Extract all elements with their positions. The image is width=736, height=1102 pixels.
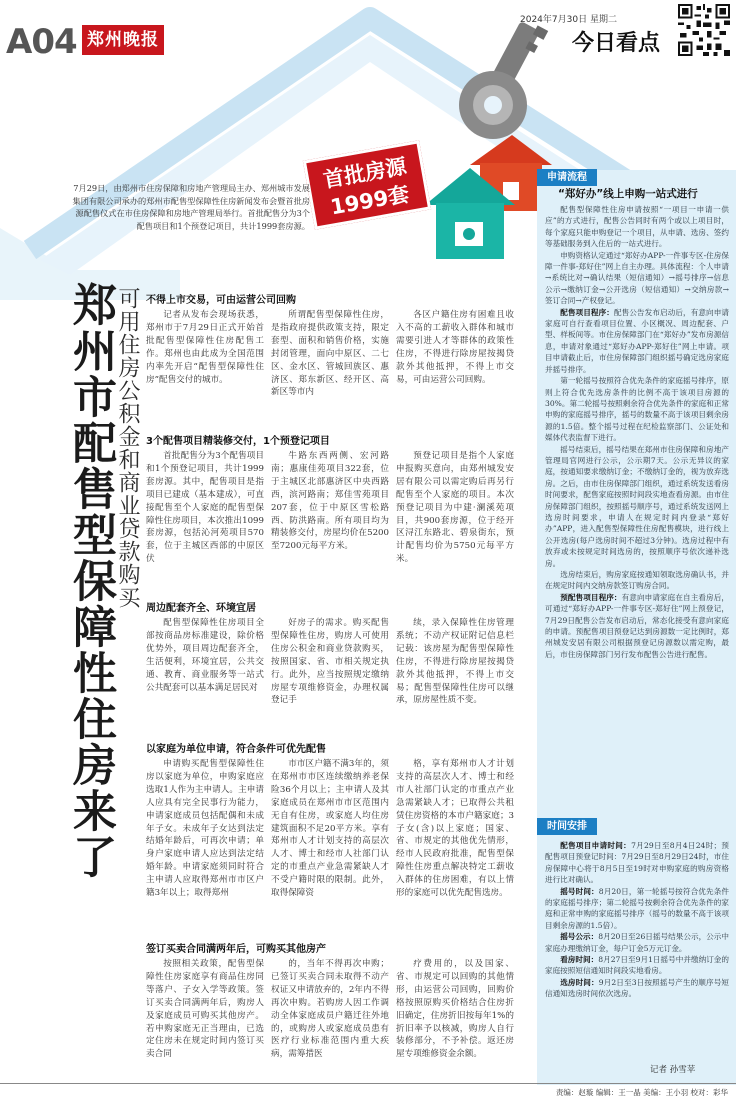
paragraph-text: 8月27日至9月1日摇号中并缴纳订金的家庭按照短信通知时间段实地看房。 [545,955,729,976]
article-column: 预登记项目是指个人家庭申报购买意向，由郑州城发安居有限公司以需定购后再另行配售至个人家庭的项目。本次预登记项目为中建·澜溪苑项目，共900套房源，位于经开区浔江东路北、碧泉街东，预计配售均价为5750元每平方米。 [396,451,514,565]
paragraph-lead: 选房时间： [560,977,599,987]
paragraph-lead: 预配售项目程序： [560,592,622,602]
newspaper-masthead: 郑州晚报 [82,25,164,55]
paragraph-lead: 配售项目申请时间： [560,841,632,850]
paragraph-text: 申购资格认定通过“郑好办APP-一件事专区-住房保障一件事-郑好住”网上自主办理。具体流程：个人申请→系统比对→确认结果（短信通知）→摇号排序→信息公示→缴纳订金→公开选房（短信通知）→交纳房款→签订合同→产权登记。 [545,250,729,306]
paragraph-lead: 摇号公示： [560,932,599,942]
section-title: 今日看点 [572,31,661,56]
paragraph-text: 8月20日，第一轮摇号按符合优先条件的家庭摇号排序；第二轮摇号按剩余符合优先条件的家庭和正常申购的家庭摇号排序（摇号的数量不高于该项目剩余房源的1.5倍）。 [545,886,729,930]
article-column: 市市区户籍不满3年的，须在郑州市市区连续缴纳养老保险36个月以上；主申请人及其家庭成员在郑州市市区范围内无自有住房，或家庭人均住房建筑面积不足20平方米。享有郑州市人才计划支持的高层次人才、博士和经市人社部门认定的市重点产业急需紧缺人才不受户籍时限的限制。此外，取得保障资 [271,759,389,899]
paragraph-lead: 配售项目程序： [560,307,614,317]
sub-headline: 可用住房公积金和商业贷款购买 [115,287,140,609]
article-column: 各区户籍住房有困难且收入不高的工薪收入群体和城市需要引进人才等群体的政策性住房，不得进行除房屋按揭贷款外其他抵押，不得上市交易，可由运营公司回购。 [396,310,514,385]
sidebar-headline: “郑好办”线上申购一站式进行 [558,188,698,200]
sidebar-paragraph [545,931,729,954]
sidebar-paragraph [545,886,729,932]
paragraph-text: 7月29日至8月4日24时；预配售项目预登记时间：7月29日至8月29日24时，市住房保障中心将于8月5日至19时对申购家庭的购房资格进行比对确认。 [545,841,729,885]
qr-code-icon[interactable] [678,4,730,56]
section-heading: 不得上市交易，可由运营公司回购 [146,295,296,306]
paragraph-text: 8月20日至26日摇号结果公示，公示中家庭办理缴纳订金，每户订金5万元订金。 [545,932,729,953]
article-column: 好房子的需求。购买配售型保障性住房，购房人可使用住房公积金和商业贷款购买，按照国家、省、市相关规定执行。此外，应当按照规定缴纳房屋专项维修资金，办理权属登记手 [271,618,389,706]
section-tag-schedule: 时间安排 [537,818,597,835]
paragraph-text: 配售型保障性住房申请按照“一项目一申请一供应”的方式进行，配售公告同时有两个或以上项目时，每个家庭只能申购登记一个项目，从申请、选房、签约等基础服务到入住后的一站式进行。 [545,205,729,249]
article-column: 按照相关政策，配售型保障性住房家庭享有商品住房同等落户、子女入学等政策。签订买卖合同满两年后，购房人及家庭成员可购买其他房产。若申购家庭无正当理由，已选定住房未在规定时间内签订买卖合同 [146,959,264,1060]
intro-paragraph: 7月29日，由郑州市住房保障和房地产管理局主办、郑州城市发展集团有限公司承办的郑州市配售型保障性住房新闻发布会暨首批房源配售仪式在市住房保障和房地产管理局举行。首批配售分为3个配售项目和1个预登记项目，共计1999套房源。 [72,183,310,231]
sidebar-paragraph [545,840,729,886]
section-heading: 以家庭为单位申请，符合条件可优先配售 [146,744,326,755]
paragraph-text: 选房结束后，购房家庭按通知领取选房确认书，并在规定时间内交纳房款签订购房合同。 [545,570,729,591]
article-column: 的，当年不得再次申购；已签订买卖合同未取得不动产权证又申请放弃的，2年内不得再次申购。若购房人因工作调动全体家庭成员户籍迁往外地的，或购房人或家庭成员患有医疗行业标准范围内重大疾病，需筹措医 [271,959,389,1060]
page-number: A04 [6,22,77,62]
sidebar-paragraph [545,307,729,375]
section-heading: 周边配套齐全、环境宜居 [146,603,256,614]
editor-credits: 责编：赵璇 编辑：王一晶 美编：王小羽 校对：彩华 [555,1088,728,1097]
process-text [545,204,729,811]
article-column: 所谓配售型保障性住房，是指政府提供政策支持，限定套型、面积和销售价格，实施封闭管理，面向中原区、二七区、金水区、管城回族区、惠济区、郑东新区、经开区、高新区等市内 [271,310,389,398]
badge-line-2: 1999套 [328,182,411,220]
schedule-text [545,840,729,1062]
paragraph-text: 9月2日至3日按照摇号产生的顺序号短信通知选房时间依次选房。 [545,977,729,999]
paragraph-text: 第一轮摇号按照符合优先条件的家庭摇号排序，原则上符合优先选房条件的比例不高于该项目房源的30%。第二轮摇号按照剩余符合优先条件的家庭和正常申购的家庭摇号排序，摇号的数量不高于该项目剩余房源的1.5倍。整个摇号过程在纪检监察部门、公证处和媒体代表监督下进行。 [545,376,729,443]
paragraph-lead: 看房时间： [560,955,599,965]
article-column: 疗费用的，以及国家、省、市规定可以回购的其他情形，由运营公司回购，回购价格按照原购买价格结合住房折旧确定，住房折旧按每年1%的折旧率予以核减，购房人自行装修部分，不予补偿。返还房屋专项维修资金余额。 [396,959,514,1060]
sidebar-paragraph [545,375,729,443]
reporter-byline: 记者 孙雪苹 [650,1065,696,1075]
sidebar-paragraph [545,444,729,569]
sidebar-paragraph [545,977,729,1000]
sidebar-paragraph [545,954,729,977]
sidebar-paragraph [545,569,729,592]
article-column: 牛路东西两侧、宏河路南；惠康佳苑项目322套，位于主城区北部惠济区中央西路西，滨河路南；郑佳雪苑项目207套，位于中原区雪松路西、防洪路南。所有项目均为精装修交付，房屋均价在5200至7200元每平方米。 [271,451,389,552]
paragraph-text: 配售公告发布启动后，有意向申请家庭可自行查看项目位置、小区概况、周边配套、户型、样板间等。市住房保障部门在“郑好办”发布房源信息，申请对象通过“郑好办APP-郑好住”网上申请。项目申请截止后，市住房保障部门组织摇号确定选房家庭并摇号排序。 [545,307,729,374]
article-column: 配售型保障性住房项目全部按商品房标准建设，除价格优势外，项目周边配套齐全，生活便利，环境宜居，公共交通、教育、商业服务等一站式公共配套可以基本满足居民对 [146,618,264,693]
section-heading: 签订买卖合同满两年后，可购买其他房产 [146,944,326,955]
section-heading: 3个配售项目精装修交付，1个预登记项目 [146,436,330,447]
main-headline: 郑州市配售型保障性住房来了 [65,282,116,880]
section-tag-process: 申请流程 [537,169,597,186]
sidebar-paragraph [545,592,729,660]
article-column: 首批配售分为3个配售项目和1个预登记项目，共计1999套房源。其中，配售项目是指项目已建成（基本建成），可直接配售至个人家庭的配售型保障性住房项目，本次推出1099套房源，包括沁河苑项目570套，位于主城区西部的中原区伏 [146,451,264,565]
article-column: 记者从发布会现场获悉，郑州市于7月29日正式开始首批配售型保障性住房配售工作。郑州也由此成为全国范围内率先开启“配售型保障性住房”配售交付的城市。 [146,310,264,385]
issue-date: 2024年7月30日 星期二 [520,15,617,25]
paragraph-text: 摇号结束后，摇号结果在郑州市住房保障和房地产管理局官网进行公示，公示期7天。公示无异议的家庭，按通知要求缴纳订金；不缴纳订金的，视为放弃选房。之后，由市住房保障部门组织，通过系统发送看房时间要求，配售家庭按照时间段实地查看房源。由市住房保障部门组织，按照摇号顺序号，通过系统发送网上选房时间要求，申请人在规定时间内登录“郑好办”APP，进入配售型保障性住房配售模块，进行线上公开选房(每户选房时间不超过3分钟)。选房过程中有放弃或未按规定时间选房的，按照顺序号依次递补选房。 [545,444,729,568]
paragraph-text: 有意向申请家庭在自主看房后，可通过“郑好办APP-一件事专区-郑好住”网上预登记，7月29日配售公告发布启动后，常态化接受有意向家庭的申请。预配售项目预登记达到房源数一定比例时，郑州城发安居有限公司根据预登记房源数以需定购，最后，市住房保障部门另行发布配售公告进行配售。 [545,592,729,659]
paragraph-lead: 摇号时间： [560,886,599,896]
article-column: 申请购买配售型保障性住房以家庭为单位，申购家庭应选取1人作为主申请人。主申请人应具有完全民事行为能力，申请家庭成员包括配偶和未成年子女。未成年子女达到法定结婚年龄后，可再次申请；单身户家庭申请人应达到法定结婚年龄。申请家庭须同时符合主申请人应取得郑州市市区户籍3年以上；取得郑州 [146,759,264,899]
article-column: 格，享有郑州市人才计划支持的高层次人才、博士和经市人社部门认定的市重点产业急需紧缺人才；已取得公共租赁住房资格的本市户籍家庭；3子女(含)以上家庭；国家、省、市规定的其他优先情形，经市人民政府批准，配售型保障性住房重点解决特定工薪收入群体的住房困难，有以上情形的家庭可以优先配售选房。 [396,759,514,899]
article-column: 续，录入保障性住房管理系统；不动产权证附记信息栏记载：该房屋为配售型保障性住房，不得进行除房屋按揭贷款外其他抵押，不得上市交易；配售型保障性住房可以继承，原房屋性质不变。 [396,618,514,706]
sidebar-paragraph [545,250,729,307]
sidebar-paragraph [545,204,729,250]
badge-line-1: 首批房源 [321,154,409,193]
